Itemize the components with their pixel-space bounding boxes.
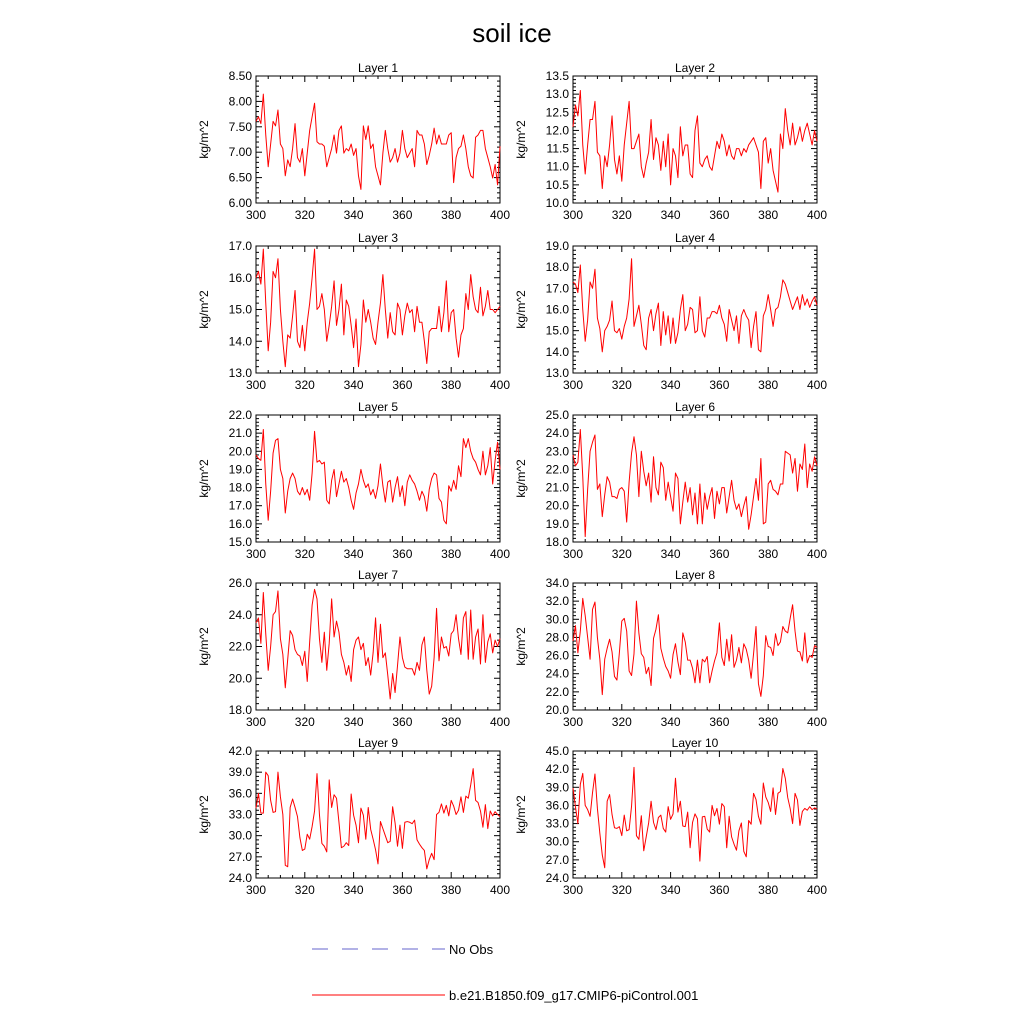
y-tick-label: 19.0 [228,462,252,477]
y-tick-label: 34.0 [545,576,569,590]
y-tick-label: 24.0 [228,607,252,622]
y-tick-label: 20.0 [228,671,252,686]
series-line-model [573,91,817,193]
x-tick-label: 300 [562,208,584,222]
x-tick-label: 320 [611,715,632,729]
x-tick-label: 360 [709,208,730,222]
panel-10 [514,736,827,897]
y-tick-label: 22.0 [228,639,252,654]
y-tick-label: 8.50 [228,69,252,83]
panel-title: Layer 4 [674,231,716,245]
x-tick-label: 380 [758,547,779,561]
x-tick-label: 380 [758,883,779,897]
y-tick-label: 11.5 [546,141,569,156]
plot-frame [573,246,817,373]
y-tick-label: 26.0 [545,648,569,663]
x-tick-label: 360 [392,715,413,729]
panel-title: Layer 10 [671,736,719,750]
series-line-model [256,430,500,524]
series-line-model [256,94,500,189]
x-tick-label: 340 [343,378,364,392]
x-tick-label: 340 [343,715,364,729]
y-tick-label: 10.5 [545,177,569,192]
x-tick-label: 300 [245,883,267,897]
y-tick-label: 10.0 [545,196,569,210]
x-tick-label: 380 [441,715,462,729]
y-tick-label: 15.0 [228,535,252,549]
panel-3 [197,231,510,392]
x-tick-label: 300 [245,208,267,222]
panel-8 [514,568,827,729]
y-tick-label: 12.5 [545,105,569,120]
y-tick-label: 22.0 [228,408,252,422]
y-tick-label: 17.0 [228,239,252,253]
y-tick-label: 39.0 [545,780,569,795]
y-tick-label: 18.0 [228,480,252,495]
figure-title: soil ice [472,18,552,48]
panel-title: Layer 9 [357,736,399,750]
y-tick-label: 21.0 [228,426,252,441]
y-tick-label: 8.00 [228,94,252,109]
x-tick-label: 400 [489,883,511,897]
y-tick-label: 14.0 [228,334,252,349]
panel-1 [197,61,510,222]
series-line-model [256,589,500,699]
y-tick-label: 24.0 [545,426,569,441]
panel-title: Layer 1 [357,61,399,75]
y-tick-label: 18.0 [545,535,569,549]
y-tick-label: 22.0 [545,684,569,699]
y-tick-label: 6.50 [228,170,252,185]
y-tick-label: 36.0 [545,798,569,813]
x-tick-label: 400 [489,208,511,222]
y-tick-label: 25.0 [545,408,569,422]
series-line-model [573,598,817,696]
panels-grid [197,61,827,897]
y-axis-label: kg/m^2 [514,290,528,329]
panel-9 [197,736,510,897]
y-axis-label: kg/m^2 [514,120,528,159]
y-tick-label: 16.0 [545,302,569,317]
y-tick-label: 22.0 [545,462,569,477]
x-tick-label: 380 [441,547,462,561]
panel-2 [514,61,827,222]
series-line-model [573,430,817,537]
x-tick-label: 380 [758,378,779,392]
y-tick-label: 30.0 [545,612,569,627]
y-tick-label: 20.0 [545,498,569,513]
x-tick-label: 320 [294,378,315,392]
x-tick-label: 320 [294,883,315,897]
y-tick-label: 45.0 [545,744,569,758]
panel-4 [514,231,827,392]
plot-frame [256,415,500,542]
y-tick-label: 30.0 [545,834,569,849]
y-tick-label: 7.00 [228,145,252,160]
x-tick-label: 300 [245,378,267,392]
x-tick-label: 300 [245,715,267,729]
panel-5 [197,400,510,561]
x-tick-label: 360 [709,378,730,392]
y-tick-label: 17.0 [228,498,252,513]
series-line-model [573,767,817,867]
x-tick-label: 300 [562,547,584,561]
series-line-model [573,259,817,352]
y-tick-label: 27.0 [545,852,569,867]
series-line-model [256,769,500,869]
y-tick-label: 36.0 [228,786,252,801]
legend-label-model: b.e21.B1850.f09_g17.CMIP6-piControl.001 [449,988,699,1003]
x-tick-label: 400 [489,715,511,729]
y-tick-label: 13.0 [545,87,569,102]
y-tick-label: 6.00 [228,196,252,210]
x-tick-label: 360 [392,378,413,392]
x-tick-label: 300 [562,378,584,392]
panel-6 [514,400,827,561]
x-tick-label: 400 [806,547,828,561]
y-tick-label: 39.0 [228,765,252,780]
y-tick-label: 42.0 [545,762,569,777]
y-axis-label: kg/m^2 [197,290,211,329]
y-tick-label: 19.0 [545,239,569,253]
y-tick-label: 24.0 [545,666,569,681]
y-tick-label: 21.0 [545,480,569,495]
x-tick-label: 340 [660,378,681,392]
x-tick-label: 360 [709,883,730,897]
x-tick-label: 360 [709,715,730,729]
y-tick-label: 17.0 [545,281,569,296]
x-tick-label: 400 [806,378,828,392]
x-tick-label: 320 [611,378,632,392]
y-tick-label: 13.0 [228,366,252,380]
y-tick-label: 11.0 [546,159,569,174]
x-tick-label: 400 [806,883,828,897]
y-tick-label: 42.0 [228,744,252,758]
panel-title: Layer 2 [674,61,716,75]
plot-frame [256,583,500,710]
y-tick-label: 24.0 [228,871,252,885]
y-tick-label: 13.5 [545,69,569,83]
y-tick-label: 33.0 [228,807,252,822]
x-tick-label: 340 [343,547,364,561]
x-tick-label: 380 [758,208,779,222]
x-tick-label: 300 [562,883,584,897]
x-tick-label: 320 [294,208,315,222]
y-tick-label: 7.50 [228,119,252,134]
y-axis-label: kg/m^2 [514,795,528,834]
x-tick-label: 400 [806,715,828,729]
x-tick-label: 340 [343,208,364,222]
legend [312,942,698,1003]
x-tick-label: 380 [758,715,779,729]
y-tick-label: 16.0 [228,516,252,531]
y-axis-label: kg/m^2 [197,459,211,498]
plot-frame [256,246,500,373]
x-tick-label: 360 [709,547,730,561]
x-tick-label: 320 [294,715,315,729]
y-tick-label: 15.0 [228,302,252,317]
panel-7 [197,568,510,729]
y-tick-label: 26.0 [228,576,252,590]
y-axis-label: kg/m^2 [514,627,528,666]
x-tick-label: 360 [392,547,413,561]
y-tick-label: 32.0 [545,594,569,609]
x-tick-label: 320 [294,547,315,561]
plot-frame [256,76,500,203]
y-tick-label: 15.0 [545,323,569,338]
y-tick-label: 18.0 [545,260,569,275]
y-tick-label: 12.0 [545,123,569,138]
panel-title: Layer 7 [357,568,399,582]
y-tick-label: 20.0 [545,703,569,717]
x-tick-label: 320 [611,883,632,897]
y-axis-label: kg/m^2 [197,627,211,666]
x-tick-label: 400 [489,378,511,392]
x-tick-label: 320 [611,547,632,561]
panel-title: Layer 6 [674,400,716,414]
y-tick-label: 18.0 [228,703,252,717]
x-tick-label: 340 [660,208,681,222]
y-tick-label: 23.0 [545,444,569,459]
plot-frame [573,415,817,542]
x-tick-label: 340 [660,883,681,897]
x-tick-label: 340 [660,715,681,729]
y-tick-label: 30.0 [228,828,252,843]
y-tick-label: 27.0 [228,849,252,864]
y-axis-label: kg/m^2 [197,795,211,834]
x-tick-label: 320 [611,208,632,222]
y-axis-label: kg/m^2 [197,120,211,159]
x-tick-label: 360 [392,883,413,897]
y-tick-label: 24.0 [545,871,569,885]
y-tick-label: 13.0 [545,366,569,380]
x-tick-label: 300 [245,547,267,561]
x-tick-label: 360 [392,208,413,222]
y-tick-label: 33.0 [545,816,569,831]
y-tick-label: 28.0 [545,630,569,645]
panel-title: Layer 8 [674,568,716,582]
x-tick-label: 400 [806,208,828,222]
series-line-model [256,249,500,366]
x-tick-label: 340 [343,883,364,897]
y-tick-label: 19.0 [545,516,569,531]
y-axis-label: kg/m^2 [514,459,528,498]
y-tick-label: 16.0 [228,270,252,285]
panel-title: Layer 5 [357,400,399,414]
x-tick-label: 400 [489,547,511,561]
y-tick-label: 14.0 [545,344,569,359]
legend-label-no-obs: No Obs [449,942,494,957]
plot-frame [573,583,817,710]
x-tick-label: 380 [441,883,462,897]
x-tick-label: 300 [562,715,584,729]
x-tick-label: 340 [660,547,681,561]
x-tick-label: 380 [441,378,462,392]
panel-title: Layer 3 [357,231,399,245]
x-tick-label: 380 [441,208,462,222]
y-tick-label: 20.0 [228,444,252,459]
